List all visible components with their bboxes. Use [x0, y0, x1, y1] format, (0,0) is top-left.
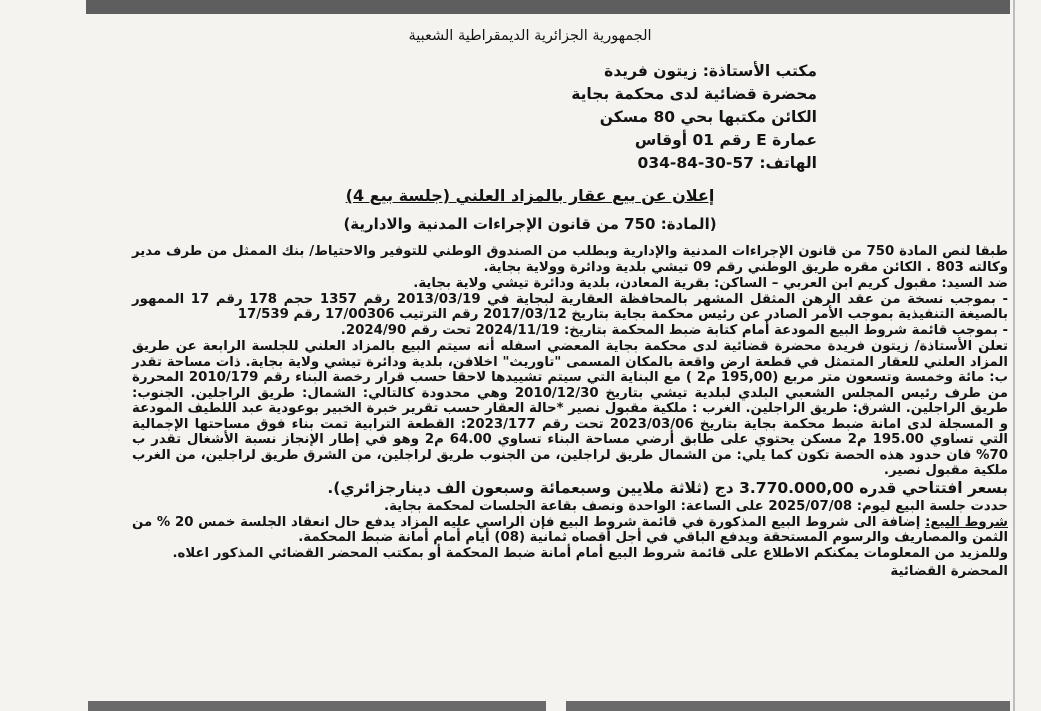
session-date: حددت جلسة البيع ليوم: 2025/07/08 على الساعة: الواحدة ونصف بقاعة الجلسات لمحكمة بجاية. — [384, 498, 1008, 514]
office-phone: الهاتف: 57-30-84-034 — [637, 154, 817, 172]
office-name: مكتب الأستاذة: زيتون فريدة — [604, 62, 817, 80]
republic-header: الجمهورية الجزائرية الديمقراطية الشعبية — [408, 28, 652, 44]
signature: المحضرة القضائية — [890, 563, 1008, 579]
sale-conditions — [132, 515, 1008, 546]
more-info: وللمزيد من المعلومات يمكنكم الاطلاع على قائمة شروط البيع أمام أمانة ضبط المحكمة أو بمكتب المحضر القضائي المذكور اعلاه. — [172, 546, 1008, 561]
office-role: محضرة قضائية لدى محكمة بجاية — [571, 85, 817, 103]
scan-bottom-bar-right — [566, 701, 1010, 711]
notice-title: إعلان عن بيع عقار بالمزاد العلني (جلسة بيع 4) — [345, 186, 715, 205]
scan-bottom-bar-left — [88, 701, 546, 711]
paragraph-announcement: تعلن الأستاذة/ زيتون فريدة محضرة قضائية لدى محكمة بجاية المعضي اسفله أنه سيتم البيع بالمزاد العلني للجلسة الرابعة عن طريق المزاد العلني للعقار المتمثل في قطعة ارض واقعة بالمكان المسمى "تاوريث" اخلافن، بلدية ودائرة تيشي ولاية بجاية. ذات مساحة تقدر ب: مائة وخمسة وتسعون متر مربع (195,00 م2 ) مع البناية التي سيتم تشييدها لاحقا حسب قرار رخصة البناء رقم 2010/179 المحررة من طرف رئيس المجلس الشعبي البلدي لبلدية تيشي بتاريخ 2010/12/30 وهي محدودة كالتالي: الشمال: طريق الراجلين. الجنوب: طريق الراجلين. الشرق: طريق الراجلين. الغرب : ملكية مقبول نصير *حالة العقار حسب تقرير خبرة الخبير بوعودية عبد اللطيف المودعة و المسجلة لدى امانة ضبط محكمة بجاية بتاريخ 2023/03/06 تحت رقم 2023/177: القطعة الترابية تمت بناء فوق مساحتها الإجمالية التي تساوي 195.00 م2 مسكن يحتوي على طابق أرضي مساحة البناء تساوي 64.00 م2 وهو في إطار الإنجاز نسبة الأشغال تقدر ب 70% فان حدود هذه الحصة تكون كما يلي: من الشمال طريق لراجلين، من الجنوب طريق لراجلين، من الشرق طريق لراجلين، من الغرب ملكية مقبول نصير. — [132, 339, 1009, 478]
paragraph-conditions-list: - بموجب قائمة شروط البيع المودعة أمام كتابة ضبط المحكمة بتاريخ: 2024/11/19 تحت رقم 2024/90. — [340, 323, 1008, 338]
paragraph-mortgage: - بموجب نسخة من عقد الرهن المثقل المشهر بالمحافظة العقارية لبجاية في 2013/03/19 رقم 1357 حجم 178 رقم 17 الممهور بالصيغة التنفيذية بموجب الأمر الصادر عن رئيس محكمة بجاية بتاريخ 2017/03/12 رقم الترتيب 17/00306 رقم 17/539 — [132, 291, 1008, 322]
office-building: عمارة E رقم 01 أوقاس — [634, 131, 817, 149]
office-address: الكائن مكتبها بحي 80 مسكن — [599, 108, 817, 126]
paragraph-against: ضد السيد: مقبول كريم ابن العربي – الساكن: بقرية المعادن، بلدية ودائرة تيشي ولاية بجاية. — [413, 275, 1008, 291]
paragraph-request: طبقا لنص المادة 750 من قانون الإجراءات المدنية والإدارية وبطلب من الصندوق الوطني للتوفير والاحتياط/ بنك الممثل من طرف مدير وكالته 803 . الكائن مقره طريق الوطني رقم 09 تيشي بلدية ودائرة وولاية بجاية. — [132, 244, 1008, 275]
sale-conditions-text: إضافة الى شروط البيع المذكورة في قائمة شروط البيع فإن الراسي عليه المزاد يدفع حال انعقاد الجلسة خمس 20 % من الثمن والمصاريف والرسوم المستحقة ويدفع الباقي في أجل أقصاه ثمانية (08) أيام أمام أمانة ضبط المحكمة. — [132, 514, 1008, 545]
sale-conditions-label: شروط البيع: — [925, 514, 1009, 530]
opening-price: بسعر افتتاحي قدره 3.770.000,00 دج (ثلاثة ملايين وسبعمائة وسبعون الف دينارجزائري). — [327, 479, 1008, 497]
notice-body — [132, 244, 1008, 580]
notice-subtitle: (المادة: 750 من قانون الإجراءات المدنية والادارية) — [343, 215, 717, 233]
